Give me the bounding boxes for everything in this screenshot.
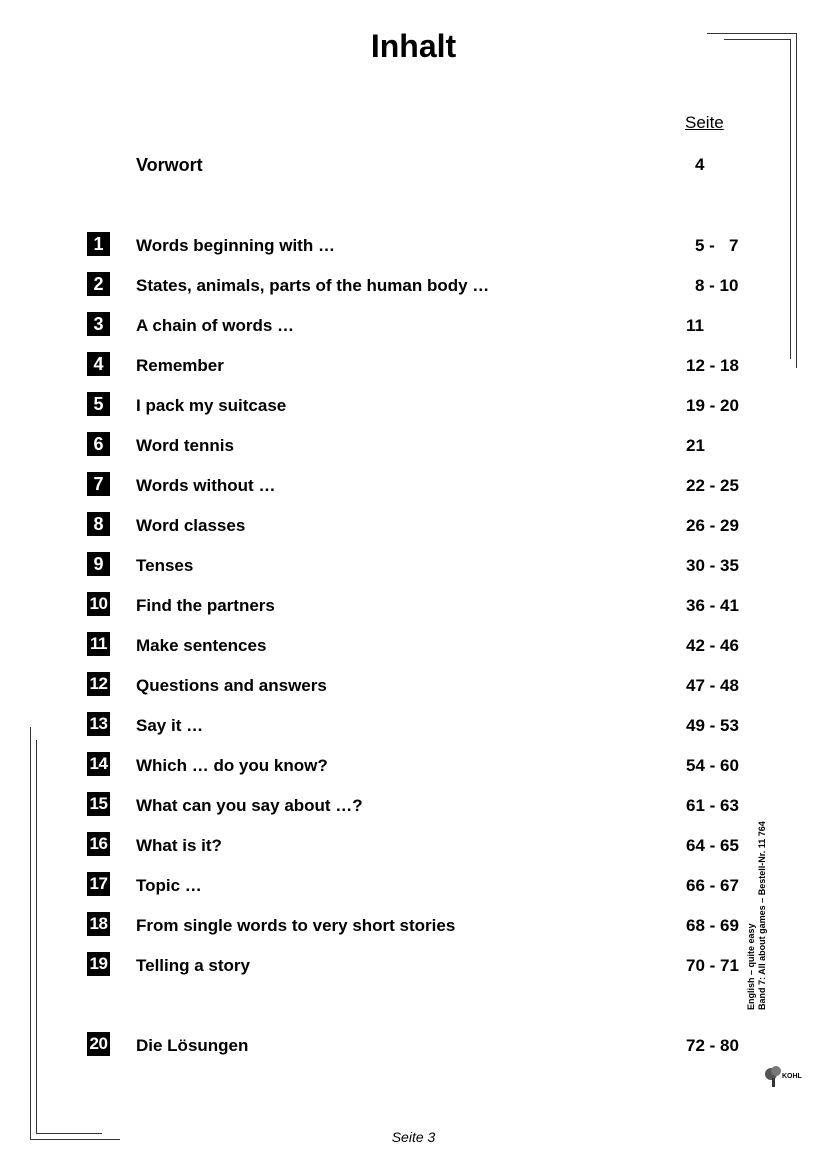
- chapter-number-badge: 9: [87, 552, 110, 576]
- frame-line: [36, 1133, 102, 1134]
- toc-entry[interactable]: [0, 832, 827, 858]
- publisher-logo: [762, 1064, 802, 1093]
- toc-entry-pages: 26 - 29: [686, 516, 739, 535]
- page-number-footer: Seite 3: [391, 1129, 436, 1145]
- toc-entry-label: Vorwort: [136, 155, 203, 175]
- toc-entry[interactable]: [0, 232, 827, 258]
- chapter-number-badge: 1: [87, 232, 110, 256]
- chapter-number-badge: 15: [87, 792, 110, 816]
- toc-entry-label: Find the partners: [136, 596, 275, 615]
- toc-entry-label: Topic …: [136, 876, 202, 895]
- toc-entry-pages: 72 - 80: [686, 1036, 739, 1055]
- toc-entry-label: Remember: [136, 356, 224, 375]
- toc-entry[interactable]: [0, 792, 827, 818]
- chapter-number-badge: 2: [87, 272, 110, 296]
- toc-entry[interactable]: [0, 1032, 827, 1058]
- toc-entry-label: Die Lösungen: [136, 1036, 249, 1055]
- chapter-number-badge: 11: [87, 632, 110, 656]
- toc-entry-pages: 61 - 63: [686, 796, 739, 815]
- chapter-number-badge: 18: [87, 912, 110, 936]
- toc-entry-label: Questions and answers: [136, 676, 327, 695]
- toc-entry-pages: 30 - 35: [686, 556, 739, 575]
- toc-entry-pages: 11: [686, 316, 704, 335]
- toc-entry[interactable]: [0, 712, 827, 738]
- toc-entry-label: I pack my suitcase: [136, 396, 287, 415]
- frame-line: [36, 740, 37, 1133]
- toc-entry-label: Make sentences: [136, 636, 267, 655]
- toc-entry-label: Tenses: [136, 556, 194, 575]
- toc-entry-pages: 4: [695, 155, 705, 174]
- frame-line: [30, 1139, 120, 1140]
- chapter-number-badge: 10: [87, 592, 110, 616]
- toc-entry[interactable]: [0, 952, 827, 978]
- chapter-number-badge: 8: [87, 512, 110, 536]
- toc-entry[interactable]: [0, 352, 827, 378]
- toc-entry-pages: 49 - 53: [686, 716, 739, 735]
- frame-line: [790, 39, 791, 359]
- chapter-number-badge: 20: [87, 1032, 110, 1056]
- toc-entry[interactable]: [0, 472, 827, 498]
- toc-entry[interactable]: [0, 552, 827, 578]
- toc-entry[interactable]: [0, 752, 827, 778]
- toc-entry[interactable]: [0, 392, 827, 418]
- chapter-number-badge: 19: [87, 952, 110, 976]
- toc-entry-label: Word classes: [136, 516, 246, 535]
- toc-entry[interactable]: [0, 672, 827, 698]
- chapter-number-badge: 13: [87, 712, 110, 736]
- toc-entry-label: What can you say about …?: [136, 796, 363, 815]
- series-title: English – quite easy: [746, 923, 756, 1010]
- chapter-number-badge: 3: [87, 312, 110, 336]
- toc-entry[interactable]: [0, 512, 827, 538]
- toc-entry[interactable]: [0, 432, 827, 458]
- publisher-name: KOHL: [782, 1073, 802, 1080]
- chapter-number-badge: 6: [87, 432, 110, 456]
- toc-entry-label: States, animals, parts of the human body …: [136, 276, 490, 295]
- chapter-number-badge: 14: [87, 752, 110, 776]
- toc-entry-label: What is it?: [136, 836, 222, 855]
- toc-entry-pages: 21: [686, 436, 705, 455]
- toc-entry-pages: 64 - 65: [686, 836, 739, 855]
- chapter-number-badge: 17: [87, 872, 110, 896]
- toc-entry-pages: 47 - 48: [686, 676, 739, 695]
- page-title: Inhalt: [370, 28, 457, 64]
- side-imprint: [746, 790, 768, 1010]
- toc-entry-label: Which … do you know?: [136, 756, 328, 775]
- toc-entry-pages: 12 - 18: [686, 356, 739, 375]
- tree-logo-icon: [762, 1064, 802, 1088]
- toc-entry-pages: 19 - 20: [686, 396, 739, 415]
- chapter-number-badge: 5: [87, 392, 110, 416]
- toc-entry-pages: 36 - 41: [686, 596, 739, 615]
- chapter-number-badge: 4: [87, 352, 110, 376]
- toc-entry[interactable]: [0, 912, 827, 938]
- chapter-number-badge: 7: [87, 472, 110, 496]
- toc-entry-label: Telling a story: [136, 956, 250, 975]
- toc-entry[interactable]: [0, 312, 827, 338]
- toc-entry-label: Words beginning with …: [136, 236, 335, 255]
- toc-entry-pages: 54 - 60: [686, 756, 739, 775]
- volume-title: Band 7: All about games – Bestell-Nr. 11 764: [757, 821, 767, 1010]
- toc-entry-label: Words without …: [136, 476, 276, 495]
- toc-entry[interactable]: [0, 272, 827, 298]
- toc-entry[interactable]: [0, 872, 827, 898]
- toc-entry-pages: 8 - 10: [695, 276, 739, 295]
- toc-entry-label: Word tennis: [136, 436, 234, 455]
- toc-entry-pages: 68 - 69: [686, 916, 739, 935]
- toc-entry-pages: 5 - 7: [695, 236, 739, 255]
- toc-entry-vorwort[interactable]: [0, 155, 827, 181]
- toc-entry-pages: 42 - 46: [686, 636, 739, 655]
- toc-entry-label: From single words to very short stories: [136, 916, 456, 935]
- toc-entry-pages: 22 - 25: [686, 476, 739, 495]
- toc-entry[interactable]: [0, 632, 827, 658]
- toc-entry-label: Say it …: [136, 716, 204, 735]
- chapter-number-badge: 16: [87, 832, 110, 856]
- chapter-number-badge: 12: [87, 672, 110, 696]
- toc-entry-pages: 66 - 67: [686, 876, 739, 895]
- toc-entry[interactable]: [0, 592, 827, 618]
- toc-entry-pages: 70 - 71: [686, 956, 739, 975]
- page-column-header: Seite: [685, 113, 724, 132]
- frame-line: [707, 33, 796, 34]
- frame-line: [30, 727, 31, 1139]
- frame-line: [796, 33, 797, 368]
- frame-line: [724, 39, 790, 40]
- toc-entry-label: A chain of words …: [136, 316, 295, 335]
